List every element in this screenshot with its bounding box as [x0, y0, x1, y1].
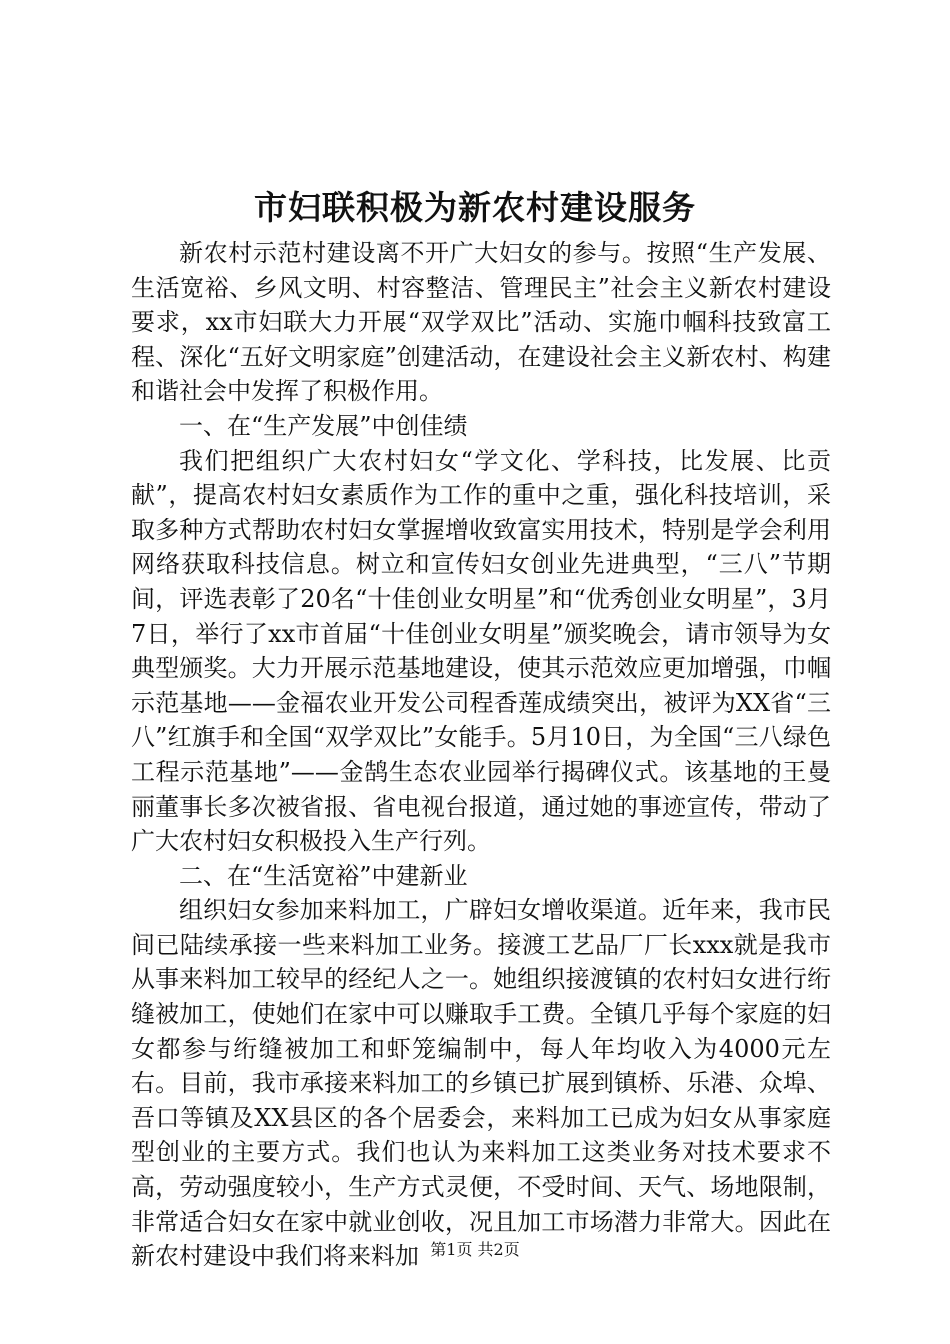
section-heading-2: 二、在“生活宽裕”中建新业	[179, 861, 468, 890]
paragraph-intro: 新农村示范村建设离不开广大妇女的参与。按照“生产发展、生活宽裕、乡风文明、村容整洁、管理民主”社会主义新农村建设要求，xx市妇联大力开展“双学双比”活动、实施巾帼科技致富工程、深化“五好文明家庭”创建活动，在建设社会主义新农村、构建和谐社会中发挥了积极作用。	[131, 239, 831, 406]
section-heading-1: 一、在“生产发展”中创佳绩	[179, 411, 468, 440]
document-title: 市妇联积极为新农村建设服务	[254, 188, 696, 227]
paragraph-section-1: 我们把组织广大农村妇女“学文化、学科技，比发展、比贡献”，提高农村妇女素质作为工作的重中之重，强化科技培训，采取多种方式帮助农村妇女掌握增收致富实用技术，特别是学会利用网络获取科技信息。树立和宣传妇女创业先进典型，“三八”节期间，评选表彰了20名“十佳创业女明星”和“优秀创业女明星”，3月7日，举行了xx市首届“十佳创业女明星”颁奖晚会，请市领导为女典型颁奖。大力开展示范基地建设，使其示范效应更加增强，巾帼示范基地——金福农业开发公司程香莲成绩突出，被评为XX省“三八”红旗手和全国“双学双比”女能手。5月10日，为全国“三八绿色工程示范基地”——金鹄生态农业园举行揭碑仪式。该基地的王曼丽董事长多次被省报、省电视台报道，通过她的事迹宣传，带动了广大农村妇女积极投入生产行列。	[131, 446, 831, 856]
page-footer: 第1页 共2页	[430, 1240, 520, 1259]
document-body	[131, 236, 831, 1274]
paragraph-section-2: 组织妇女参加来料加工，广辟妇女增收渠道。近年来，我市民间已陆续承接一些来料加工业务。接渡工艺品厂厂长xxx就是我市从事来料加工较早的经纪人之一。她组织接渡镇的农村妇女进行绗缝被加工，使她们在家中可以赚取手工费。全镇几乎每个家庭的妇女都参与绗缝被加工和虾笼编制中，每人年均收入为4000元左右。目前，我市承接来料加工的乡镇已扩展到镇桥、乐港、众埠、吾口等镇及XX县区的各个居委会，来料加工已成为妇女从事家庭型创业的主要方式。我们也认为来料加工这类业务对技术要求不高，劳动强度较小，生产方式灵便，不受时间、天气、场地限制，非常适合妇女在家中就业创收，况且加工市场潜力非常大。因此在新农村建设中我们将来料加	[131, 896, 831, 1271]
